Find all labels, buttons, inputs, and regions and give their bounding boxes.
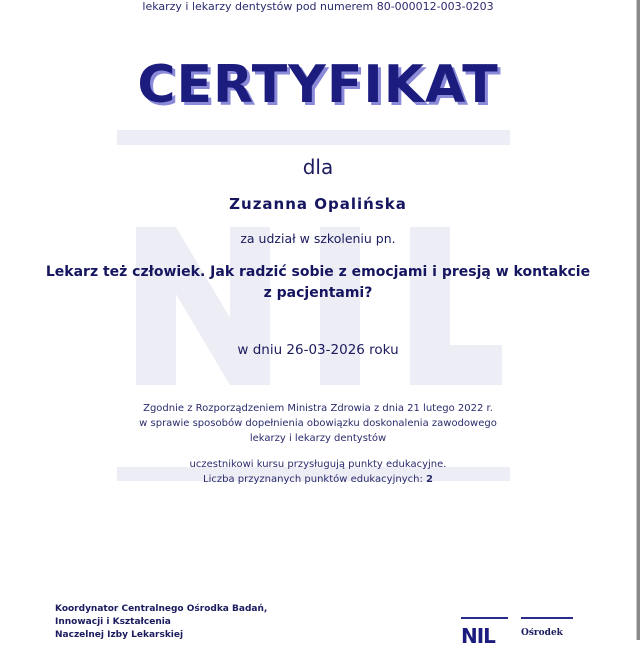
legal-line3: lekarzy i lekarzy dentystów xyxy=(249,433,387,444)
coordinator-line2: Innowacji i Kształcenia xyxy=(55,617,171,627)
page-right-edge xyxy=(636,0,640,640)
coordinator-line3: Naczelnej Izby Lekarskiej xyxy=(55,630,184,640)
course-title-line2: z pacjentami? xyxy=(263,285,373,301)
recipient-name: Zuzanna Opalińska xyxy=(229,195,407,213)
coordinator-line1: Koordynator Centralnego Ośrodka Badań, xyxy=(55,604,268,614)
for-label: dla xyxy=(302,155,334,179)
registration-line: lekarzy i lekarzy dentystów pod numerem 80-000012-003-0203 xyxy=(142,0,494,13)
points-value: 2 xyxy=(426,474,433,485)
legal-line1: Zgodnie z Rozporządzeniem Ministra Zdrowia z dnia 21 lutego 2022 r. xyxy=(143,403,493,414)
legal-line2: w sprawie sposobów dopełnienia obowiązku doskonalenia zawodowego xyxy=(139,418,497,429)
watermark-letter-i xyxy=(320,227,360,385)
legal-basis xyxy=(0,401,636,446)
logo-rule-left xyxy=(461,617,508,619)
course-title-line1: Lekarz też człowiek. Jak radzić sobie z emocjami i presją w kontakcie xyxy=(45,264,591,280)
points-label: Liczba przyznanych punktów edukacyjnych: xyxy=(203,474,423,485)
course-title xyxy=(0,262,636,304)
coordinator-signature xyxy=(55,603,267,642)
watermark-letter-n-right xyxy=(230,227,270,385)
participation-label: za udział w szkoleniu pn. xyxy=(240,231,396,246)
education-points xyxy=(0,457,636,487)
certificate-title: CERTYFIKAT xyxy=(137,55,499,115)
points-line2 xyxy=(0,472,636,487)
points-line1: uczestnikowi kursu przysługują punkty edukacyjne. xyxy=(189,459,447,470)
training-date: w dniu 26-03-2026 roku xyxy=(237,342,399,358)
nil-logo: NIL xyxy=(461,624,495,648)
logo-subtext: Ośrodek xyxy=(521,628,563,638)
logo-rule-right xyxy=(521,617,573,619)
